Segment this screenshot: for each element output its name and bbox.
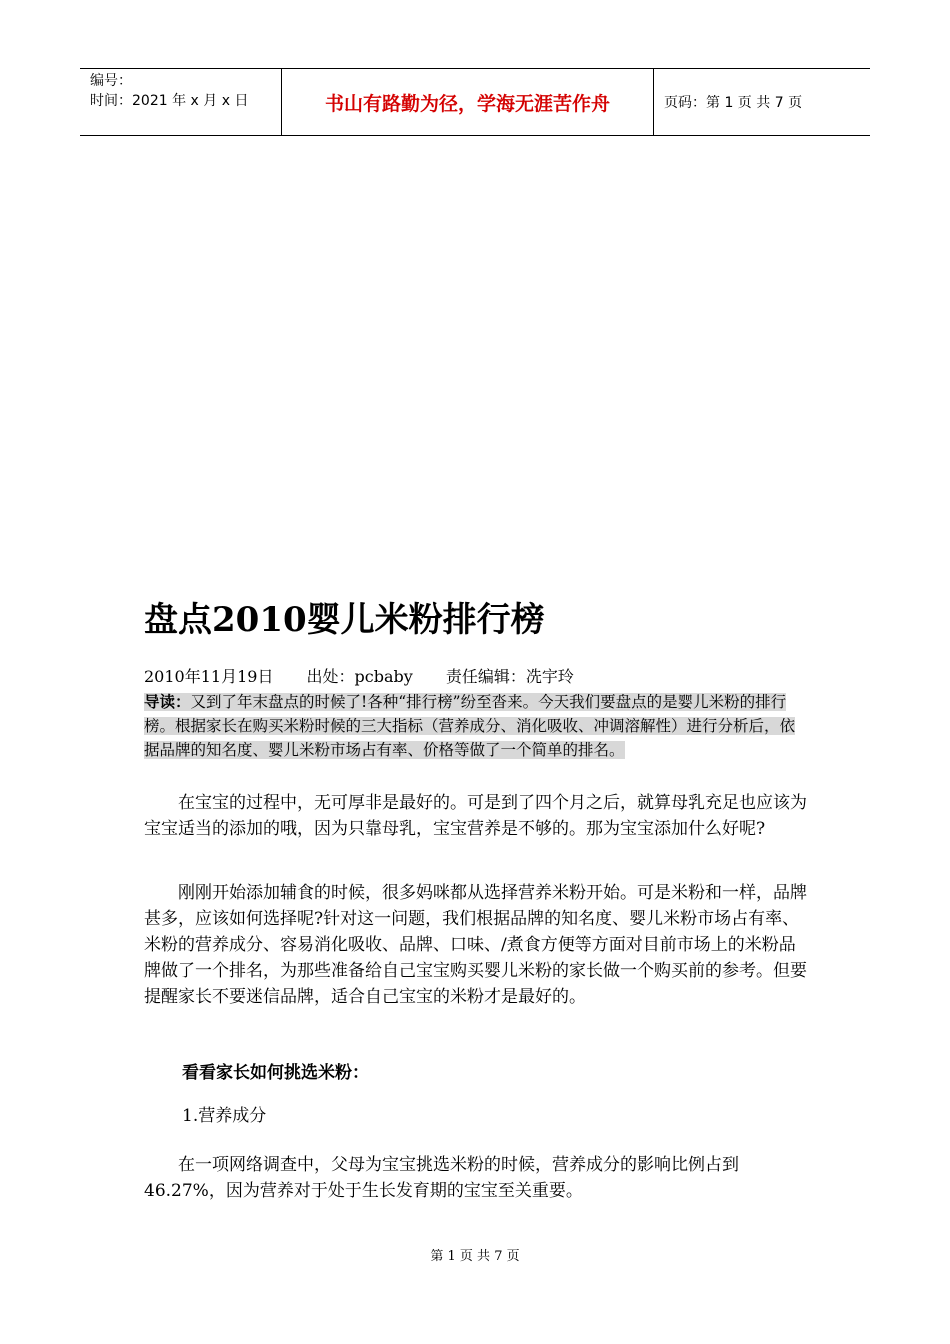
document-number-label: 编号：	[90, 73, 132, 89]
article-title: 盘点2010婴儿米粉排行榜	[144, 600, 545, 640]
guide-text: 又到了年末盘点的时候了!各种“排行榜”纷至沓来。今天我们要盘点的是婴儿米粉的排行榜。根据家长在购买米粉时候的三大指标（营养成分、消化吸收、冲调溶解性）进行分析后，依据品牌的知名度、婴儿米粉市场占有率、价格等做了一个简单的排名。	[144, 693, 796, 759]
header-motto: 书山有路勤为径，学海无涯苦作舟	[282, 69, 654, 135]
page-footer: 第 1 页 共 7 页	[430, 1249, 520, 1264]
guide-label: 导读：	[144, 692, 191, 711]
section-subheading: 看看家长如何挑选米粉：	[182, 1063, 369, 1083]
article-date: 2010年11月19日	[144, 667, 274, 686]
article-source: 出处：pcbaby	[306, 667, 413, 686]
header-page-info: 页码：第 1 页 共 7 页	[664, 95, 803, 111]
article-guide	[144, 690, 808, 762]
list-item-nutrition: 1.营养成分	[182, 1106, 267, 1126]
paragraph-3: 在一项网络调查中，父母为宝宝挑选米粉的时候，营养成分的影响比例占到46.27%，因为营养对于处于生长发育期的宝宝至关重要。	[144, 1155, 739, 1201]
header-left-cell	[80, 69, 282, 135]
document-time-label: 时间：2021 年 x 月 x 日	[90, 93, 249, 109]
article-meta	[144, 666, 602, 688]
document-header	[80, 68, 870, 136]
paragraph-1: 在宝宝的过程中，无可厚非是最好的。可是到了四个月之后，就算母乳充足也应该为宝宝适当的添加的哦，因为只靠母乳，宝宝营养是不够的。那为宝宝添加什么好呢?	[144, 793, 807, 839]
article-editor: 责任编辑：冼宇玲	[445, 667, 574, 686]
paragraph-2: 刚刚开始添加辅食的时候，很多妈咪都从选择营养米粉开始。可是米粉和一样，品牌甚多，应该如何选择呢?针对这一问题，我们根据品牌的知名度、婴儿米粉市场占有率、米粉的营养成分、容易消化吸收、品牌、口味、/煮食方便等方面对目前市场上的米粉品牌做了一个排名，为那些准备给自己宝宝购买婴儿米粉的家长做一个购买前的参考。但要提醒家长不要迷信品牌，适合自己宝宝的米粉才是最好的。	[144, 883, 807, 1007]
